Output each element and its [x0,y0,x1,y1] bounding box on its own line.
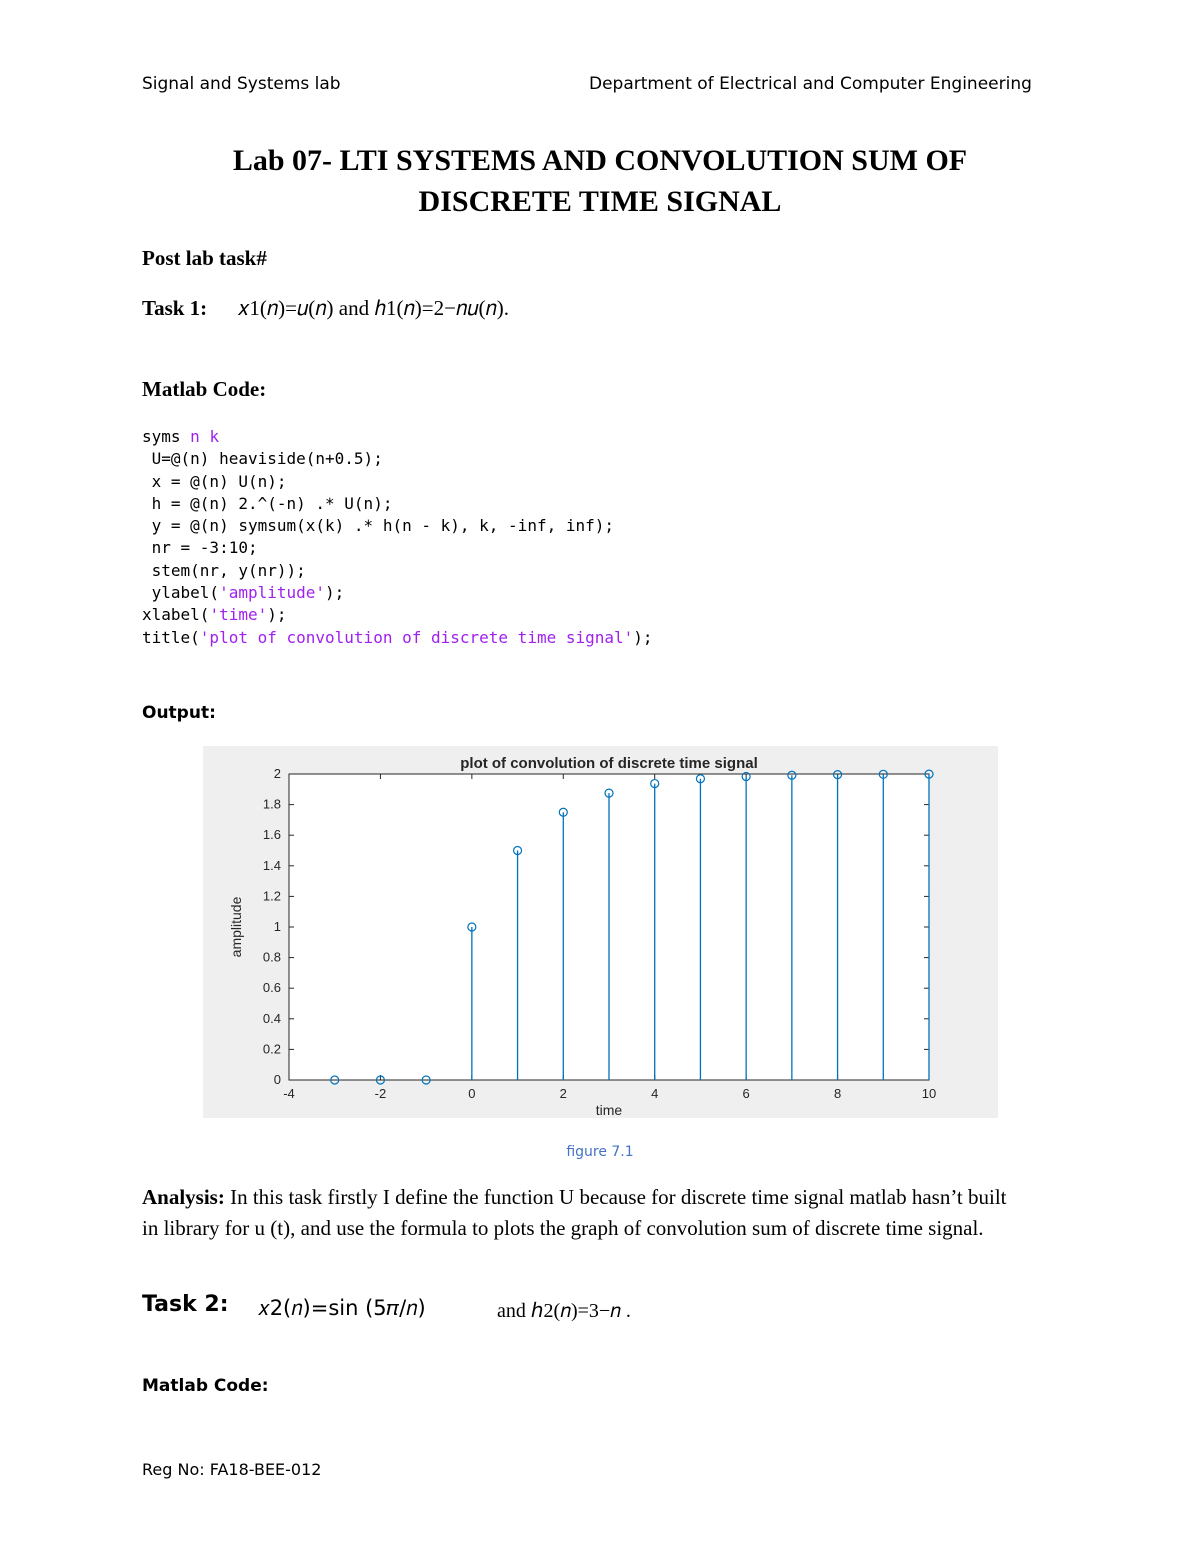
footer-reg-no: Reg No: FA18-BEE-012 [142,1460,322,1479]
task1-formula-h: ℎ1(𝑛)=2−𝑛𝑢(𝑛). [374,296,510,320]
header-right: Department of Electrical and Computer Engineering [589,74,1032,94]
x-tick-label: 8 [833,1086,842,1101]
code-line-9: xlabel('time'); [142,605,287,625]
chart-ylabel: amplitude [228,896,244,958]
x-tick-label: 10 [921,1086,937,1101]
matlab-code-heading-2: Matlab Code: [142,1376,269,1396]
x-tick-label: 0 [468,1086,476,1101]
y-tick-label: 0.4 [262,1010,281,1026]
y-tick-label: 1.8 [262,796,281,812]
task2-formula-h: and ℎ2(𝑛)=3−𝑛 . [497,1300,631,1322]
code-line-6: nr = -3:10; [142,538,258,558]
x-tick-label: 4 [651,1086,659,1101]
code-line-1: syms n k [142,427,220,446]
code-block [142,426,653,649]
code-line-7: stem(nr, y(nr)); [142,560,306,580]
chart-title: plot of convolution of discrete time signal [460,755,758,772]
header-left: Signal and Systems lab [142,74,341,94]
output-heading: Output: [142,703,216,723]
x-tick-label: 6 [742,1086,750,1101]
x-tick-label: -2 [374,1086,387,1101]
chart-xlabel: time [595,1102,623,1118]
y-tick-label: 1 [273,919,281,934]
x-tick-label: -4 [283,1086,295,1101]
post-lab-heading: Post lab task# [142,246,267,270]
figure-caption: figure 7.1 [566,1144,634,1160]
matlab-code-heading: Matlab Code: [142,377,267,401]
code-line-4: h = @(n) 2.^(-n) .* U(n); [142,493,393,513]
x-tick-label: 2 [559,1086,567,1101]
page-title-line2: DISCRETE TIME SIGNAL [418,185,782,218]
y-tick-label: 0.2 [262,1041,281,1057]
code-line-2: U=@(n) heaviside(n+0.5); [142,449,383,469]
page-title-line1: Lab 07- LTI SYSTEMS AND CONVOLUTION SUM OF [232,144,968,177]
task1-label: Task 1: [142,296,208,320]
task2-formula-x: 𝑥2(𝑛)=sin (5𝜋/𝑛) [258,1296,426,1320]
plot-figure [203,746,998,1118]
y-tick-label: 0.8 [262,949,281,965]
analysis-text: In this task firstly I define the function U because for discrete time signal matlab hasn’t built in library for u (t), and use the formula to plots the graph of convolution sum of discrete time signal. [142,1185,1007,1240]
task2-label: Task 2: [142,1292,229,1317]
code-line-10: title('plot of convolution of discrete time signal'); [142,627,653,647]
y-tick-label: 1.2 [262,888,281,904]
y-tick-label: 0 [273,1072,281,1087]
y-tick-label: 1.6 [262,827,281,843]
analysis-paragraph [142,1182,1022,1244]
task1-and: and [338,296,370,320]
task1-line [142,296,509,321]
code-line-5: y = @(n) symsum(x(k) .* h(n - k), k, -inf, inf); [142,516,615,536]
code-line-8: ylabel('amplitude'); [142,583,345,603]
code-line-3: x = @(n) U(n); [142,471,287,491]
task1-formula-x: 𝑥1(𝑛)=𝑢(𝑛) [237,296,334,320]
y-tick-label: 2 [273,766,281,781]
analysis-label: Analysis: [142,1185,225,1209]
stem-chart [203,746,998,1118]
y-tick-label: 0.6 [262,980,281,996]
y-tick-label: 1.4 [262,857,281,873]
